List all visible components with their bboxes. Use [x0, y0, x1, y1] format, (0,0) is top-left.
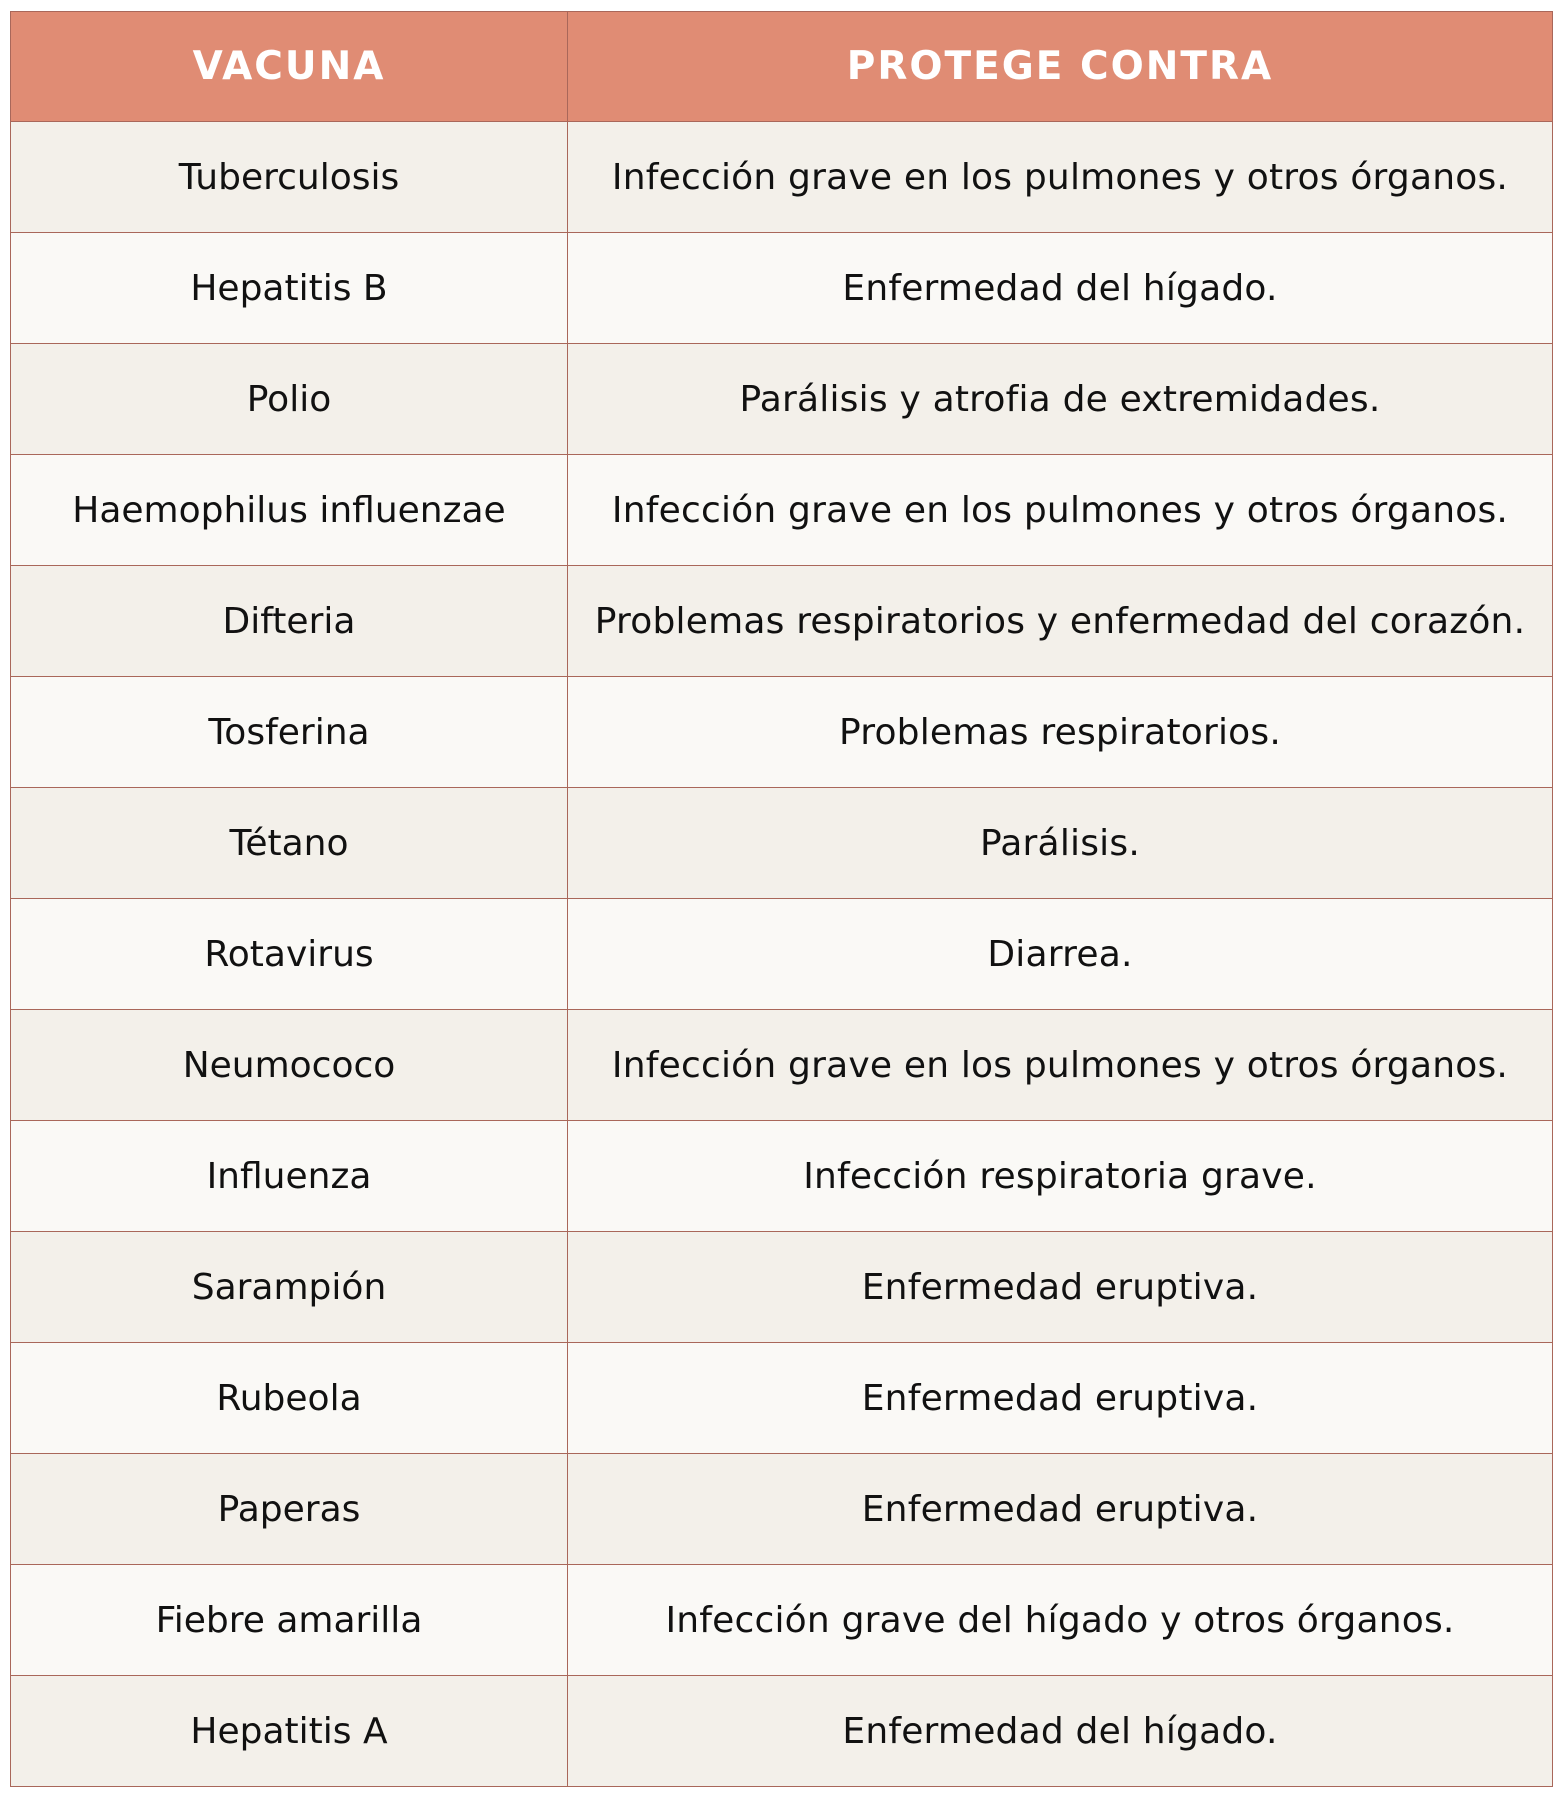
table-row [11, 1232, 1553, 1343]
cell-vacuna: Fiebre amarilla [11, 1565, 568, 1676]
cell-protege-contra: Enfermedad eruptiva. [568, 1343, 1553, 1454]
table-row [11, 677, 1553, 788]
table-row [11, 899, 1553, 1010]
table-row [11, 455, 1553, 566]
cell-vacuna: Rotavirus [11, 899, 568, 1010]
table-row [11, 233, 1553, 344]
cell-protege-contra: Enfermedad eruptiva. [568, 1232, 1553, 1343]
cell-protege-contra: Infección grave en los pulmones y otros órganos. [568, 455, 1553, 566]
cell-vacuna: Sarampión [11, 1232, 568, 1343]
cell-protege-contra: Infección respiratoria grave. [568, 1121, 1553, 1232]
table-row [11, 1454, 1553, 1565]
cell-protege-contra: Parálisis y atrofia de extremidades. [568, 344, 1553, 455]
cell-protege-contra: Infección grave en los pulmones y otros órganos. [568, 122, 1553, 233]
cell-vacuna: Polio [11, 344, 568, 455]
table-row [11, 788, 1553, 899]
header-protege-contra: PROTEGE CONTRA [568, 12, 1553, 122]
table-row [11, 1121, 1553, 1232]
vaccine-table [10, 11, 1553, 1787]
cell-vacuna: Tosferina [11, 677, 568, 788]
cell-vacuna: Paperas [11, 1454, 568, 1565]
cell-vacuna: Influenza [11, 1121, 568, 1232]
cell-protege-contra: Problemas respiratorios. [568, 677, 1553, 788]
cell-vacuna: Neumococo [11, 1010, 568, 1121]
cell-protege-contra: Infección grave en los pulmones y otros órganos. [568, 1010, 1553, 1121]
cell-vacuna: Tétano [11, 788, 568, 899]
cell-protege-contra: Enfermedad eruptiva. [568, 1454, 1553, 1565]
cell-protege-contra: Parálisis. [568, 788, 1553, 899]
cell-vacuna: Hepatitis A [11, 1676, 568, 1787]
table-row [11, 344, 1553, 455]
cell-vacuna: Hepatitis B [11, 233, 568, 344]
cell-protege-contra: Infección grave del hígado y otros órganos. [568, 1565, 1553, 1676]
table-row [11, 1565, 1553, 1676]
cell-protege-contra: Diarrea. [568, 899, 1553, 1010]
cell-vacuna: Haemophilus influenzae [11, 455, 568, 566]
table-row [11, 566, 1553, 677]
vaccine-table-container [10, 11, 1553, 1787]
table-row [11, 1676, 1553, 1787]
table-row [11, 1343, 1553, 1454]
header-vacuna: VACUNA [11, 12, 568, 122]
table-row [11, 1010, 1553, 1121]
cell-vacuna: Tuberculosis [11, 122, 568, 233]
table-row [11, 122, 1553, 233]
cell-vacuna: Rubeola [11, 1343, 568, 1454]
cell-protege-contra: Enfermedad del hígado. [568, 1676, 1553, 1787]
table-body [11, 122, 1553, 1787]
cell-protege-contra: Enfermedad del hígado. [568, 233, 1553, 344]
cell-protege-contra: Problemas respiratorios y enfermedad del corazón. [568, 566, 1553, 677]
table-header [11, 12, 1553, 122]
cell-vacuna: Difteria [11, 566, 568, 677]
header-row [11, 12, 1553, 122]
